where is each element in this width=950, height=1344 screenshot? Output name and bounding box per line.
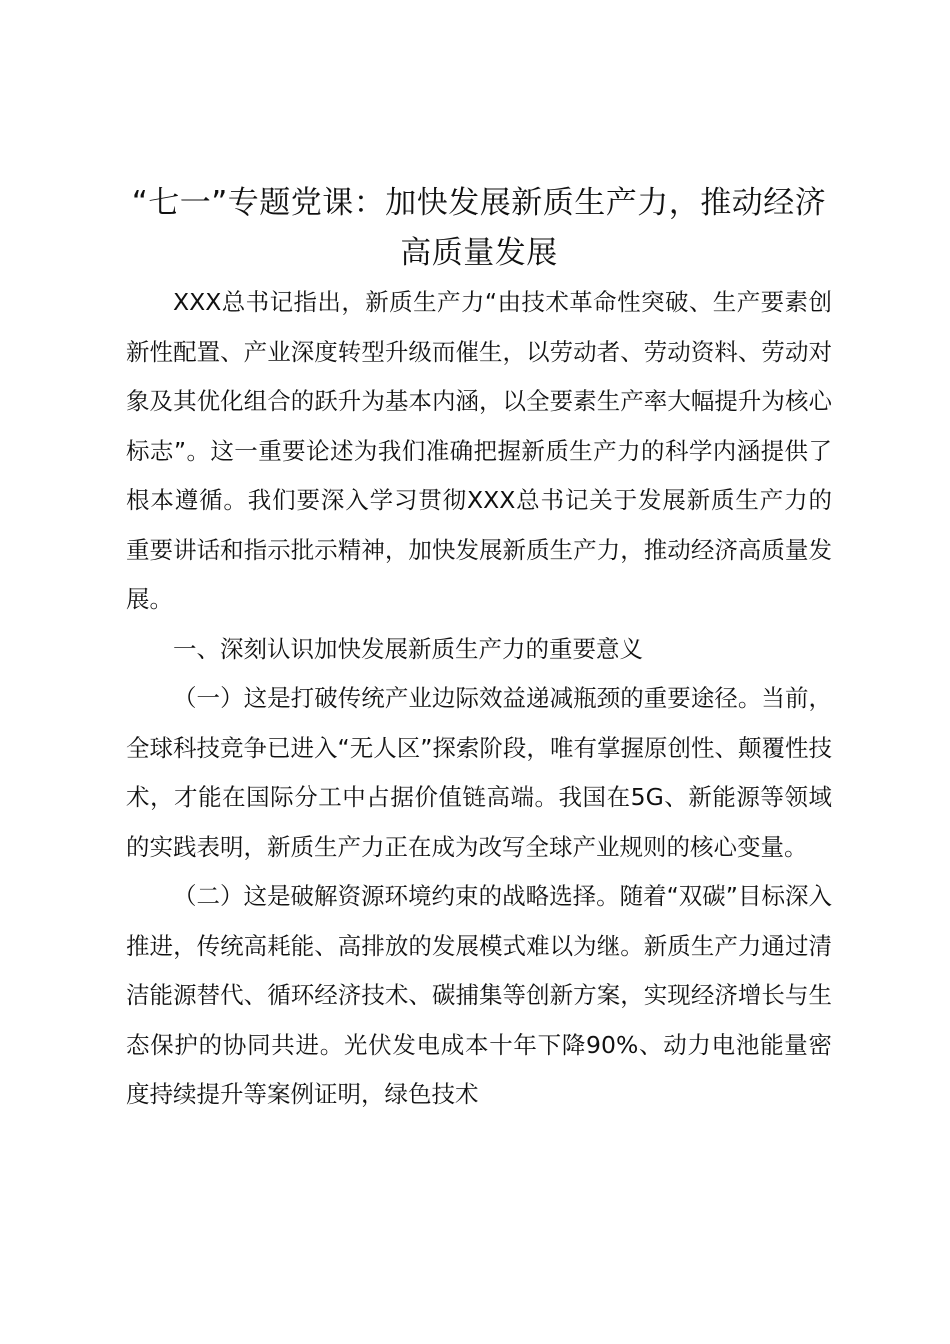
document-title: “七一”专题党课：加快发展新质生产力，推动经济高质量发展 [131,185,827,271]
section-heading-1: 一、深刻认识加快发展新质生产力的重要意义 [173,634,643,663]
document-page [126,178,832,1120]
subsection-paragraph-2: （二）这是破解资源环境约束的战略选择。随着“双碳”目标深入推进，传统高耗能、高排放的发展模式难以为继。新质生产力通过清洁能源替代、循环经济技术、碳捕集等创新方案，实现经济增长与生态保护的协同共进。光伏发电成本十年下降90%、动力电池能量密度持续提升等案例证明，绿色技术 [126,882,832,1108]
subsection-paragraph-1: （一）这是打破传统产业边际效益递减瓶颈的重要途径。当前，全球科技竞争已进入“无人区”探索阶段，唯有掌握原创性、颠覆性技术，才能在国际分工中占据价值链高端。我国在5G、新能源等领域的实践表明，新质生产力正在成为改写全球产业规则的核心变量。 [126,684,832,861]
intro-paragraph: XXX总书记指出，新质生产力“由技术革命性突破、生产要素创新性配置、产业深度转型升级而催生，以劳动者、劳动资料、劳动对象及其优化组合的跃升为基本内涵，以全要素生产率大幅提升为核心标志”。这一重要论述为我们准确把握新质生产力的科学内涵提供了根本遵循。我们要深入学习贯彻XXX总书记关于发展新质生产力的重要讲话和指示批示精神，加快发展新质生产力，推动经济高质量发展。 [126,288,832,613]
